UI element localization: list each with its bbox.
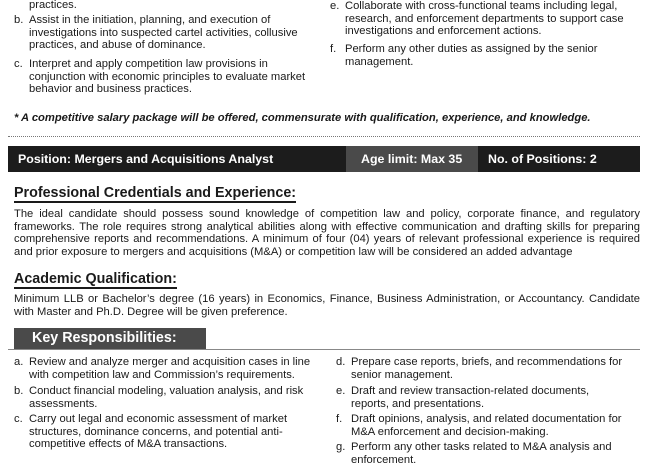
key-responsibilities-heading: Key Responsibilities: xyxy=(14,328,206,349)
list-item: d. Prepare case reports, briefs, and recommendations for senior management. xyxy=(336,356,623,381)
list-item: a. Review and analyze merger and acquisition cases in line with competition law and Commission’s requirements. xyxy=(14,356,311,381)
list-item: e. Draft and review transaction-related documents, reports, and presentations. xyxy=(336,385,590,410)
list-item: c. Carry out legal and economic assessment of market structures, dominance concerns, and potential anti-competitive effects of M&A transactions. xyxy=(14,413,288,451)
credentials-text: The ideal candidate should possess sound knowledge of competition law and policy, corporate finance, and regulatory frameworks. The role requires strong analytical abilities along with effective communication and drafting skills for preparing comprehensive reports and recommendations. A minimum of four (04) years of relevant professional experience is required and prior exposure to mergers and acquisitions (M&A) or competition law will be considered an added advantage xyxy=(14,208,640,258)
list-item: g. Perform any other tasks related to M&A analysis and enforcement. xyxy=(336,441,612,466)
salary-note: * A competitive salary package will be offered, commensurate with qualification, experience, and knowledge. xyxy=(14,112,591,124)
list-item: practices. xyxy=(29,0,77,11)
list-item: b. Assist in the initiation, planning, and execution of investigations into suspected cartel activities, collusive practices, and abuse of dominance. xyxy=(14,14,298,52)
list-item: f. Draft opinions, analysis, and related documentation for M&A enforcement and decision-making. xyxy=(336,413,622,438)
list-item: f. Perform any other duties as assigned by the senior management. xyxy=(330,43,598,68)
list-item: e. Collaborate with cross-functional teams including legal, research, and enforcement departments to support case investigations and enforcement actions. xyxy=(330,0,624,38)
academic-text: Minimum LLB or Bachelor’s degree (16 years) in Economics, Finance, Business Administration, or Accountancy. Candidate with Master and Ph.D. Degree will be given preference. xyxy=(14,293,640,318)
section-divider xyxy=(8,136,640,137)
list-item: b. Conduct financial modeling, valuation analysis, and risk assessments. xyxy=(14,385,304,410)
age-limit: Age limit: Max 35 xyxy=(346,146,478,172)
section-divider xyxy=(8,349,640,350)
list-item: c. Interpret and apply competition law provisions in conjunction with economic principles to evaluate market behavior and business practices. xyxy=(14,58,306,96)
credentials-heading: Professional Credentials and Experience: xyxy=(14,185,297,201)
position-bar xyxy=(8,146,640,172)
academic-heading: Academic Qualification: xyxy=(14,271,177,287)
position-title: Position: Mergers and Acquisitions Analyst xyxy=(18,152,274,166)
positions-count: No. of Positions: 2 xyxy=(488,152,597,166)
